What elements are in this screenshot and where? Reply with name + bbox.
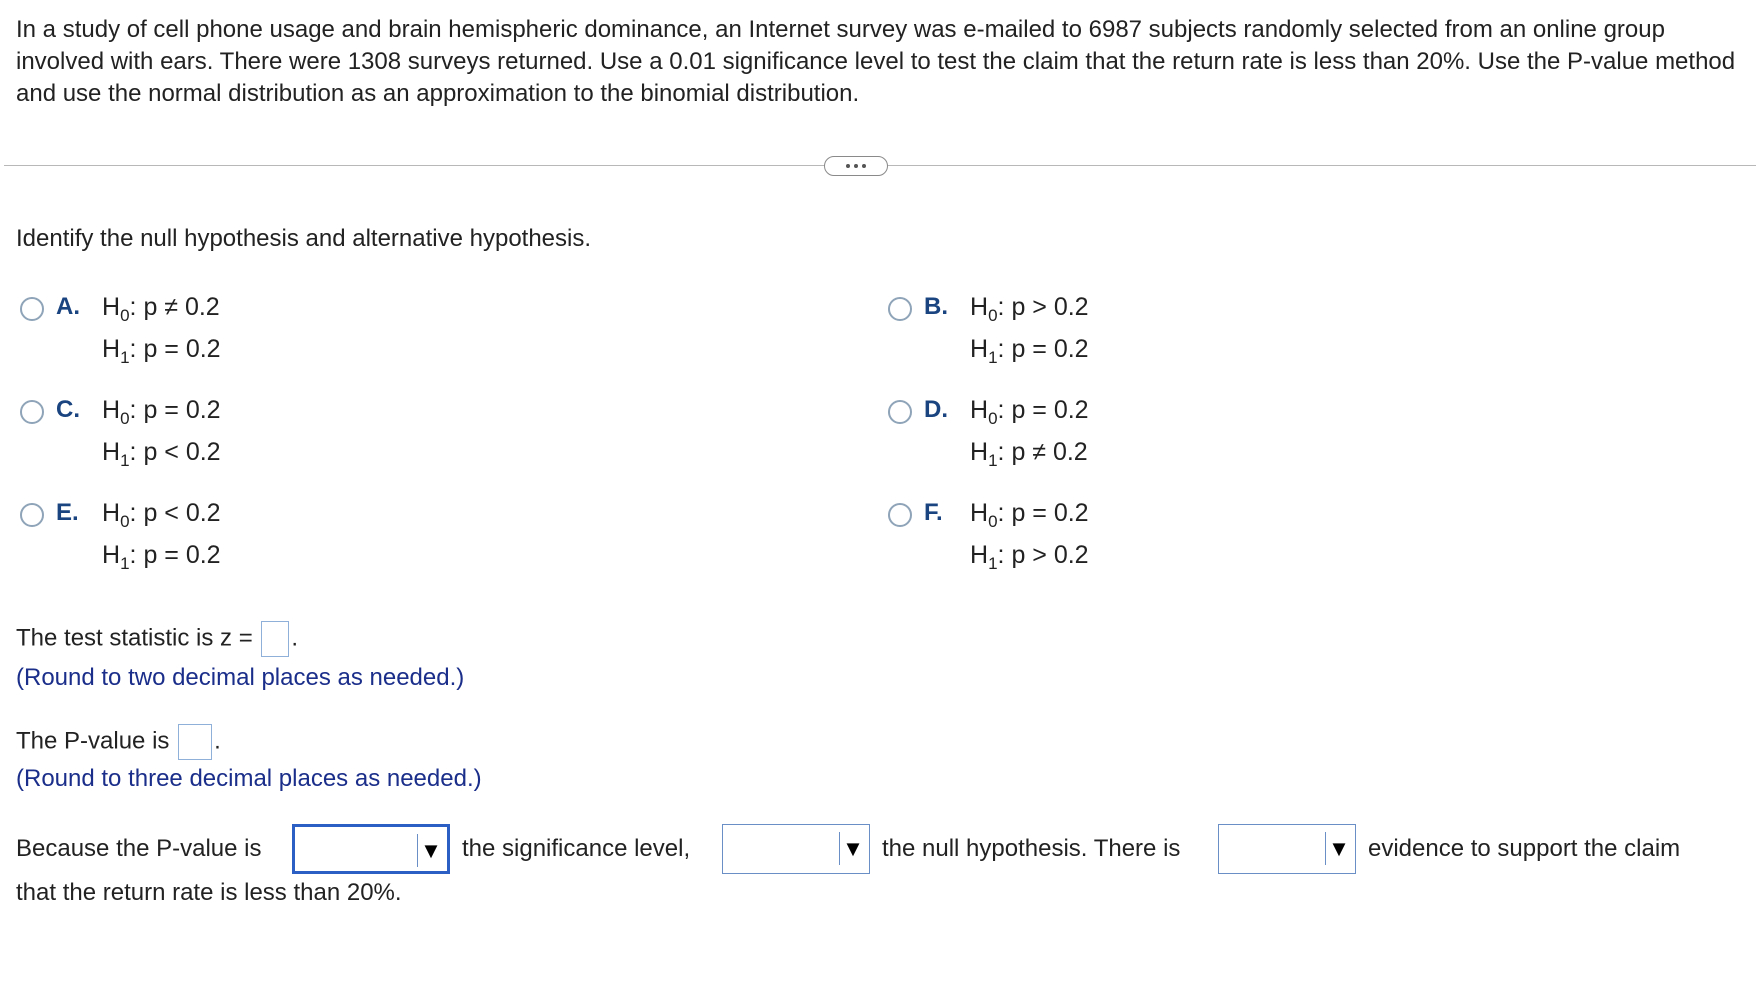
option-b-h1: $H_1$: p = 0.2 (970, 335, 1089, 367)
test-statistic-label: The test statistic is z = (16, 624, 253, 652)
hypothesis-prompt: Identify the null hypothesis and alternative hypothesis. (16, 225, 592, 252)
option-b-letter: B. (924, 293, 948, 320)
option-a-radio[interactable] (20, 297, 44, 321)
option-c-h0: $H_0$: p = 0.2 (102, 396, 221, 428)
option-c-letter: C. (56, 396, 80, 423)
option-f-letter: F. (924, 499, 943, 526)
option-a-h1: $H_1$: p = 0.2 (102, 335, 221, 367)
more-dots-icon[interactable] (824, 156, 888, 176)
option-d-h1: $H_1$: p ≠ 0.2 (970, 438, 1088, 470)
pvalue-line: The P-value is . (16, 724, 221, 760)
option-d-h0: $H_0$: p = 0.2 (970, 396, 1089, 428)
question-text: In a study of cell phone usage and brain hemispheric dominance, an Internet survey was e-mailed to 6987 subjects randomly selected from an online group involved with ears. There were 1308 surveys returned. Use a 0.01 significance level to test the claim that the return rate is less than 20%. Use the P-value method and use the normal distribution as an approximation to the binomial distribution. (16, 16, 1736, 107)
option-b-radio[interactable] (888, 297, 912, 321)
pvalue-label: The P-value is (16, 727, 170, 755)
option-d-letter: D. (924, 396, 948, 423)
test-statistic-hint: (Round to two decimal places as needed.) (16, 664, 465, 691)
option-e-h0: $H_0$: p < 0.2 (102, 499, 221, 531)
conclusion-part1: Because the P-value is (16, 835, 262, 862)
option-c-h1: $H_1$: p < 0.2 (102, 438, 221, 470)
conclusion-part3: the null hypothesis. There is (882, 835, 1181, 862)
option-d-radio[interactable] (888, 400, 912, 424)
evidence-dropdown[interactable] (1218, 824, 1356, 874)
option-f-radio[interactable] (888, 503, 912, 527)
option-e-letter: E. (56, 499, 79, 526)
null-decision-dropdown[interactable] (722, 824, 870, 874)
option-f-h1: $H_1$: p > 0.2 (970, 541, 1089, 573)
pvalue-hint: (Round to three decimal places as needed.) (16, 765, 482, 792)
dropdown-arrow-icon: ▼ (417, 834, 444, 867)
test-statistic-line: The test statistic is z = . (16, 621, 298, 657)
conclusion-part4: evidence to support the claim (1368, 835, 1681, 862)
pvalue-comparison-dropdown[interactable] (292, 824, 450, 874)
conclusion-part2: the significance level, (462, 835, 691, 862)
test-statistic-input[interactable] (261, 621, 289, 657)
dropdown-arrow-icon: ▼ (1325, 832, 1352, 865)
option-e-h1: $H_1$: p = 0.2 (102, 541, 221, 573)
option-e-radio[interactable] (20, 503, 44, 527)
option-c-radio[interactable] (20, 400, 44, 424)
option-f-h0: $H_0$: p = 0.2 (970, 499, 1089, 531)
option-b-h0: $H_0$: p > 0.2 (970, 293, 1089, 325)
conclusion-part5: that the return rate is less than 20%. (16, 879, 402, 906)
dropdown-arrow-icon: ▼ (839, 832, 866, 865)
option-a-h0: $H_0$: p ≠ 0.2 (102, 293, 220, 325)
pvalue-input[interactable] (178, 724, 212, 760)
option-a-letter: A. (56, 293, 80, 320)
